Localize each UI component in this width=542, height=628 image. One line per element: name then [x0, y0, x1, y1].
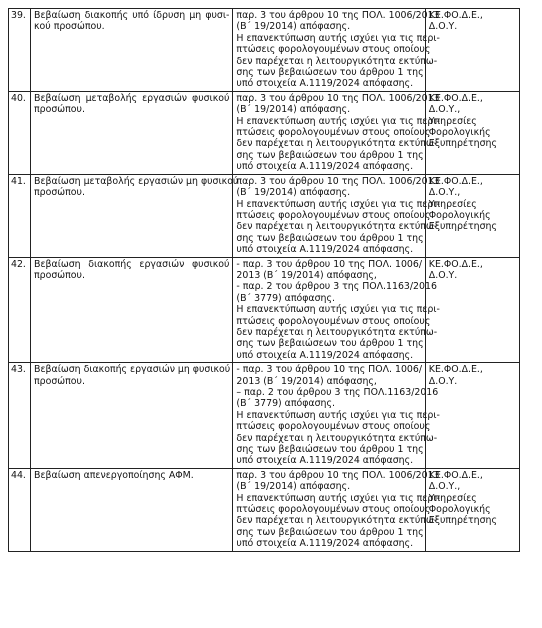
text-line: δεν παρέχεται η λειτουργικότητα εκτύπω-	[236, 515, 438, 527]
text-line: πτώσεις φορολογουμένων στους οποίους	[236, 504, 431, 516]
text-line: πτώσεις φορολογουμένων στους οποίους	[236, 421, 431, 433]
text-line: υπό στοιχεία Α.1119/2024 απόφασης.	[236, 455, 414, 467]
text-line: υπό στοιχεία Α.1119/2024 απόφασης.	[236, 349, 414, 361]
row-number: 42.	[9, 257, 31, 363]
text-line: ΚΕ.ΦΟ.Δ.Ε.,	[428, 92, 483, 104]
text-line: παρ. 3 του άρθρου 10 της ΠΟΛ. 1006/2013	[236, 92, 440, 104]
row-number: 43.	[9, 363, 31, 469]
text-line: Δ.Ο.Υ.,	[428, 187, 461, 199]
text-line: Εξυπηρέτησης	[428, 138, 497, 150]
certificates-table	[8, 8, 520, 552]
text-line: Φορολογικής	[428, 127, 491, 139]
text-line: υπό στοιχεία Α.1119/2024 απόφασης.	[236, 161, 414, 173]
text-line: σης των βεβαιώσεων του άρθρου 1 της	[236, 149, 424, 161]
text-line: Δ.Ο.Υ.,	[428, 104, 461, 116]
text-line: υπό στοιχεία Α.1119/2024 απόφασης.	[236, 538, 414, 550]
text-line: Δ.Ο.Υ.,	[428, 481, 461, 493]
text-line: - παρ. 3 του άρθρου 10 της ΠΟΛ. 1006/	[236, 258, 423, 270]
table-row	[9, 91, 520, 174]
text-line: παρ. 3 του άρθρου 10 της ΠΟΛ. 1006/2013	[236, 10, 440, 21]
certificate-title	[31, 257, 233, 363]
text-line: Βεβαίωση μεταβολής εργασιών φυσικού	[34, 92, 230, 104]
text-line: Βεβαίωση διακοπής εργασιών φυσικού	[34, 258, 230, 270]
text-line: πτώσεις φορολογουμένων στους οποίους	[236, 315, 431, 327]
row-number: 44.	[9, 468, 31, 551]
text-line: (Β΄ 19/2014) απόφασης.	[236, 104, 351, 116]
text-line: Δ.Ο.Υ.	[428, 21, 458, 33]
table-row	[9, 9, 520, 92]
text-line: Η επανεκτύπωση αυτής ισχύει για τις περι-	[236, 492, 440, 504]
text-line: πτώσεις φορολογουμένων στους οποίους	[236, 209, 431, 221]
text-line: υπό στοιχεία Α.1119/2024 απόφασης.	[236, 78, 414, 90]
text-line: δεν παρέχεται η λειτουργικότητα εκτύπω-	[236, 221, 438, 233]
text-line: ΚΕ.ΦΟ.Δ.Ε.,	[428, 364, 483, 376]
text-line: παρ. 3 του άρθρου 10 της ΠΟΛ. 1006/2013	[236, 175, 440, 187]
row-number: 40.	[9, 91, 31, 174]
text-line: (Β΄ 3779) απόφασης.	[236, 292, 335, 304]
text-line: ΚΕ.ΦΟ.Δ.Ε.,	[428, 10, 483, 21]
competent-authority	[425, 174, 519, 257]
table-row	[9, 468, 520, 551]
text-line: προσώπου.	[34, 375, 85, 387]
text-line: Υπηρεσίες	[428, 115, 477, 127]
text-line: Βεβαίωση διακοπής εργασιών μη φυσικού	[34, 364, 231, 376]
text-line: Η επανεκτύπωση αυτής ισχύει για τις περι-	[236, 32, 440, 44]
text-line: πτώσεις φορολογουμένων στους οποίους	[236, 127, 431, 139]
text-line: προσώπου.	[34, 187, 85, 199]
text-line: (Β΄ 19/2014) απόφασης.	[236, 481, 351, 493]
legal-basis	[233, 174, 440, 257]
text-line: (Β΄ 3779) απόφασης.	[236, 398, 335, 410]
competent-authority	[425, 468, 519, 551]
legal-basis	[233, 9, 440, 92]
text-line: Υπηρεσίες	[428, 198, 477, 210]
text-line: προσώπου.	[34, 269, 85, 281]
competent-authority	[425, 91, 519, 174]
text-line: - παρ. 3 του άρθρου 10 της ΠΟΛ. 1006/	[236, 364, 423, 376]
text-line: προσώπου.	[34, 104, 85, 116]
legal-basis	[233, 468, 440, 551]
text-line: Δ.Ο.Υ.	[428, 269, 458, 281]
competent-authority	[425, 9, 519, 92]
text-line: Δ.Ο.Υ.	[428, 375, 458, 387]
text-line: ΚΕ.ΦΟ.Δ.Ε.,	[428, 175, 483, 187]
table-row	[9, 174, 520, 257]
text-line: Βεβαίωση διακοπής υπό ίδρυση μη φυσι-	[34, 10, 230, 21]
text-line: ΚΕ.ΦΟ.Δ.Ε.,	[428, 258, 483, 270]
row-number: 39.	[9, 9, 31, 92]
text-line: ΚΕ.ΦΟ.Δ.Ε.,	[428, 469, 483, 481]
text-line: Η επανεκτύπωση αυτής ισχύει για τις περι-	[236, 304, 440, 316]
text-line: Φορολογικής	[428, 504, 491, 516]
text-line: Φορολογικής	[428, 209, 491, 221]
text-line: 2013 (Β΄ 19/2014) απόφασης,	[236, 375, 377, 387]
certificate-title	[31, 9, 233, 92]
legal-basis	[233, 363, 440, 469]
text-line: δεν παρέχεται η λειτουργικότητα εκτύπω-	[236, 432, 438, 444]
legal-basis	[233, 91, 440, 174]
text-line: δεν παρέχεται η λειτουργικότητα εκτύπω-	[236, 138, 438, 150]
text-line: πτώσεις φορολογουμένων στους οποίους	[236, 44, 431, 56]
text-line: (Β΄ 19/2014) απόφασης.	[236, 187, 351, 199]
text-line: (Β΄ 19/2014) απόφασης.	[236, 21, 351, 33]
certificate-title	[31, 91, 233, 174]
table-row	[9, 257, 520, 363]
text-line: 2013 (Β΄ 19/2014) απόφασης,	[236, 269, 377, 281]
table-row	[9, 363, 520, 469]
text-line: παρ. 3 του άρθρου 10 της ΠΟΛ. 1006/2013	[236, 469, 440, 481]
text-line: δεν παρέχεται η λειτουργικότητα εκτύπω-	[236, 326, 438, 338]
text-line: υπό στοιχεία Α.1119/2024 απόφασης.	[236, 244, 414, 256]
text-line: σης των βεβαιώσεων του άρθρου 1 της	[236, 526, 424, 538]
text-line: Εξυπηρέτησης	[428, 515, 497, 527]
text-line: Υπηρεσίες	[428, 492, 477, 504]
text-line: σης των βεβαιώσεων του άρθρου 1 της	[236, 232, 424, 244]
text-line: δεν παρέχεται η λειτουργικότητα εκτύπω-	[236, 55, 438, 67]
text-line: – παρ. 2 του άρθρου 3 της ΠΟΛ.1163/2016	[236, 387, 439, 398]
text-line: Η επανεκτύπωση αυτής ισχύει για τις περι-	[236, 409, 440, 421]
text-line: - παρ. 2 του άρθρου 3 της ΠΟΛ.1163/2016	[236, 281, 437, 293]
text-line: σης των βεβαιώσεων του άρθρου 1 της	[236, 67, 424, 79]
certificate-title	[31, 468, 233, 551]
text-line: Βεβαίωση μεταβολής εργασιών μη φυσικού	[34, 175, 239, 187]
text-line: σης των βεβαιώσεων του άρθρου 1 της	[236, 338, 424, 350]
text-line: Βεβαίωση απενεργοποίησης ΑΦΜ.	[34, 469, 194, 481]
text-line: Εξυπηρέτησης	[428, 221, 497, 233]
text-line: σης των βεβαιώσεων του άρθρου 1 της	[236, 444, 424, 456]
certificates-table-body	[9, 9, 520, 552]
text-line: Η επανεκτύπωση αυτής ισχύει για τις περι-	[236, 198, 440, 210]
text-line: Η επανεκτύπωση αυτής ισχύει για τις περι-	[236, 115, 440, 127]
row-number: 41.	[9, 174, 31, 257]
legal-basis	[233, 257, 440, 363]
document-page	[8, 8, 520, 552]
certificate-title	[31, 174, 239, 257]
certificate-title	[31, 363, 233, 469]
text-line: κού προσώπου.	[34, 21, 105, 33]
